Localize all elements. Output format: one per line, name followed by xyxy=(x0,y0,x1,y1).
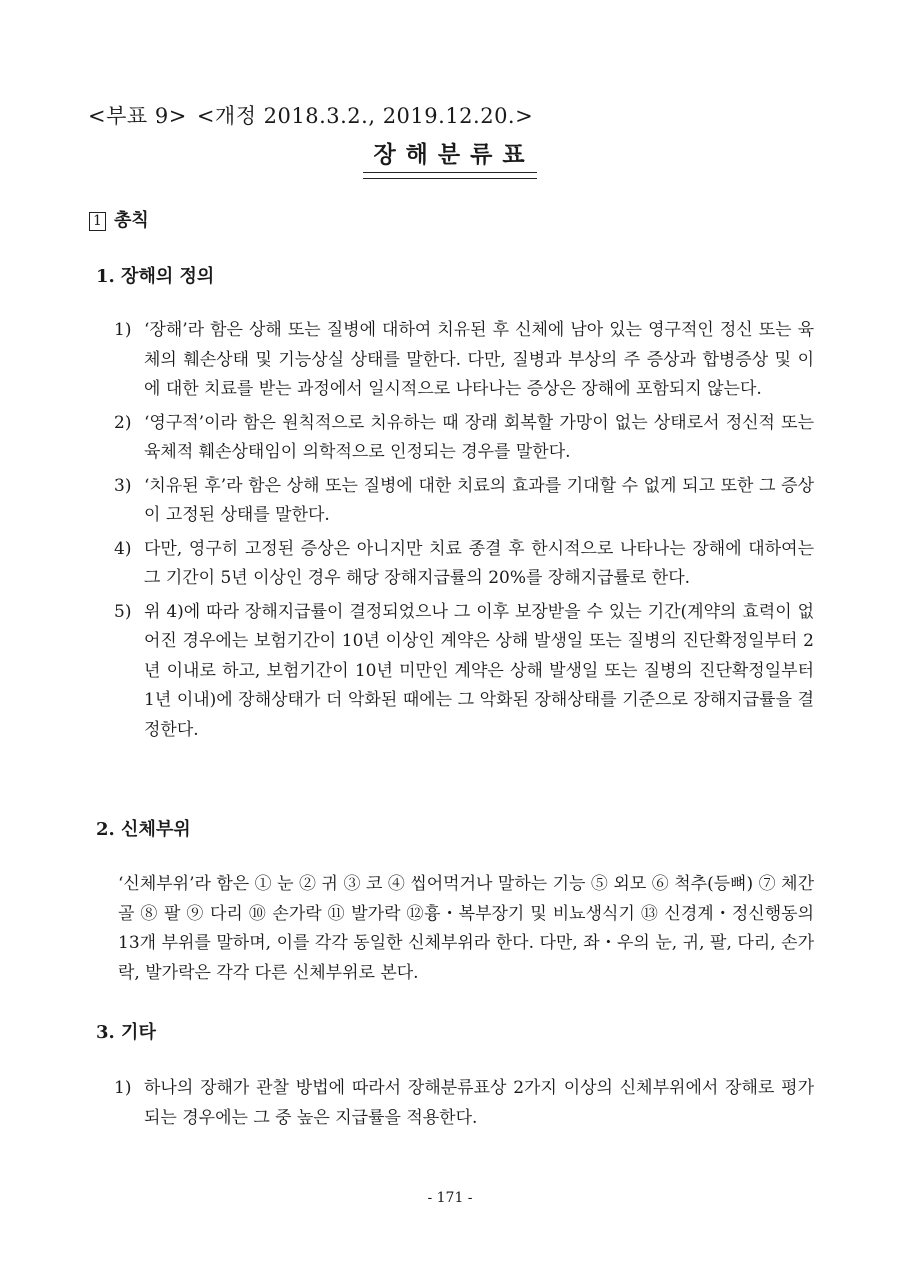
item-text: 다만, 영구히 고정된 증상은 아니지만 치료 종결 후 한시적으로 나타나는 장해에 대하여는 그 기간이 5년 이상인 경우 해당 장해지급률의 20%를 장해지급률로 한다. xyxy=(144,538,814,588)
item-text: 위 4)에 따라 장해지급률이 결정되었으나 그 이후 보장받을 수 있는 기간(계약의 효력이 없어진 경우에는 보험기간이 10년 이상인 계약은 상해 발생일 또는 질병의 진단확정일부터 2년 이내로 하고, 보험기간이 10년 미만인 계약은 상해 발생일 또는 질병의 진단확정일부터 1년 이내)에 장해상태가 더 악화된 때에는 그 악화된 장해상태를 기준으로 장해지급률을 결정한다. xyxy=(144,601,814,740)
document-title: 장해분류표 xyxy=(373,141,535,168)
item-number: 2) xyxy=(114,412,132,433)
item-number: 1) xyxy=(114,320,132,340)
item-text: 하나의 장해가 관찰 방법에 따라서 장해분류표상 2가지 이상의 신체부위에서 장해로 평가되는 경우에는 그 중 높은 지급률을 적용한다. xyxy=(144,1078,814,1128)
list-item xyxy=(114,535,814,594)
list-item xyxy=(114,316,814,405)
item-number: 3) xyxy=(114,475,132,496)
item-number: 4) xyxy=(114,538,132,559)
item-number: 1) xyxy=(114,1078,132,1098)
other-list xyxy=(114,1074,814,1137)
item-text: ‘치유된 후’라 함은 상해 또는 질병에 대한 치료의 효과를 기대할 수 없게 되고 또한 그 증상이 고정된 상태를 말한다. xyxy=(144,475,814,525)
item-number: 5) xyxy=(114,601,132,622)
item-text: ‘영구적’이라 함은 원칙적으로 치유하는 때 장래 회복할 가망이 없는 상태로서 정신적 또는 육체적 훼손상태임이 의학적으로 인정되는 경우를 말한다. xyxy=(144,412,814,462)
definition-list xyxy=(114,316,814,749)
subsection-heading-other: 3. 기타 xyxy=(96,1022,156,1043)
list-item xyxy=(114,598,814,746)
list-item xyxy=(114,472,814,531)
list-item xyxy=(114,1074,814,1133)
list-item xyxy=(114,409,814,468)
appendix-label: <부표 9> xyxy=(88,104,187,128)
section-number-box: 1 xyxy=(89,212,106,231)
page-number: - 171 - xyxy=(427,1190,473,1206)
section-heading xyxy=(89,206,149,232)
subsection-heading-body-parts: 2. 신체부위 xyxy=(96,819,191,840)
title-double-underline xyxy=(363,172,537,179)
subsection-heading-definition: 1. 장해의 정의 xyxy=(96,266,215,287)
body-parts-paragraph: ‘신체부위’라 함은 ① 눈 ② 귀 ③ 코 ④ 씹어먹거나 말하는 기능 ⑤ 외모 ⑥ 척추(등뼈) ⑦ 체간골 ⑧ 팔 ⑨ 다리 ⑩ 손가락 ⑪ 발가락 ⑫흉・복부장기 및 비뇨생식기 ⑬ 신경계・정신행동의 13개 부위를 말하며, 이를 각각 동일한 신체부위라 한다. 다만, 좌・우의 눈, 귀, 팔, 다리, 손가락, 발가락은 각각 다른 신체부위로 본다. xyxy=(118,874,814,983)
item-text: ‘장해’라 함은 상해 또는 질병에 대하여 치유된 후 신체에 남아 있는 영구적인 정신 또는 육체의 훼손상태 및 기능상실 상태를 말한다. 다만, 질병과 부상의 주 증상과 합병증상 및 이에 대한 치료를 받는 과정에서 일시적으로 나타나는 증상은 장해에 포함되지 않는다. xyxy=(144,320,814,399)
revision-date: <개정 2018.3.2., 2019.12.20.> xyxy=(196,104,534,128)
section-title: 총칙 xyxy=(114,210,149,231)
appendix-header xyxy=(88,100,533,130)
